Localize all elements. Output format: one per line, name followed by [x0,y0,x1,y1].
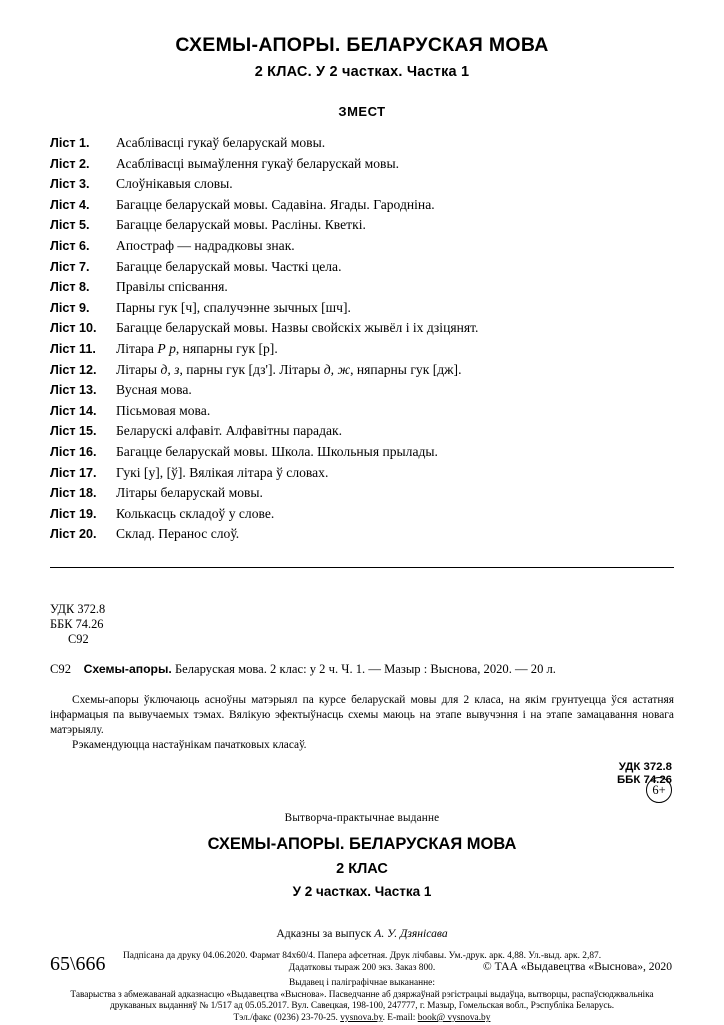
toc-entry-title: Беларускі алфавіт. Алфавітны парадак. [116,423,343,439]
publisher-label: Выдавец і паліграфічнае выкананне: [289,978,435,989]
imprint-class: 2 КЛАС [336,861,388,878]
toc-entry [50,318,672,339]
toc-entry-number: Ліст 4. [50,197,90,212]
toc-entry [50,174,672,195]
toc-entry-title: Літары д, з, парны гук [дз']. Літары д, ж, няпарны гук [дж]. [116,361,462,377]
imprint-block [0,812,724,899]
toc-entry-title: Літара Р р, няпарны гук [р]. [116,340,278,356]
toc-entry-number: Ліст 19. [50,506,97,521]
toc-entry [50,360,672,381]
print-details-line-2: Дадатковы тыраж 200 экз. Заказ 800. [288,962,436,973]
toc-entry [50,339,672,360]
title-block [0,34,724,80]
bbk-code: ББК 74.26 [50,617,104,632]
toc-entry [50,524,672,545]
toc-entry-title: Гукі [у], [ў]. Вялікая літара ў словах. [116,464,329,480]
page-footer [0,953,724,976]
author-sign: С92 [68,632,89,647]
bbk-code-repeat: ББК 74.26 [617,774,672,787]
toc-entry-title: Асаблівасці вымаўлення гукаў беларускай мовы. [116,155,400,171]
publisher-details: Таварыства з абмежаванай адказнасцю «Выдавецтва «Выснова». Пасведчанне аб дзяржаўнай рэгістрацыі выдаўца, вытворцы, распаўсюджвальніка друкаваных выданняў № 1/517 ад 05.05.2017. Вул. Савецкая, 198-100, 247777, г. Мазыр, Гомельская вобл., Рэспубліка Беларусь. [70,989,654,1012]
publication-kind: Вытворча-практычнае выданне [284,812,440,825]
toc-entry [50,257,672,278]
toc-entry [50,442,672,463]
toc-entry-title: Багацце беларускай мовы. Садавіна. Ягады. Гародніна. [116,196,435,212]
toc-entry-title: Багацце беларускай мовы. Расліны. Кветкі. [116,217,366,233]
toc-entry-title: Колькасць складоў у слове. [116,505,275,521]
toc-entry-number: Ліст 15. [50,424,97,439]
section-divider [50,567,674,568]
responsible-name: А. У. Дзянісава [374,927,448,941]
age-rating-badge: 6+ [646,777,672,803]
annotation-paragraph-2: Рэкамендуюцца настаўнікам пачатковых класаў. [72,739,307,752]
toc-heading: ЗМЕСТ [338,104,386,119]
toc-entry [50,154,672,175]
toc-entry-number: Ліст 8. [50,280,90,295]
annotation-paragraph-1: Схемы-апоры ўключаюць асноўны матэрыял па курсе беларускай мовы для 2 класа, на якім грунтуецца ўся астатняя інфармацыя па вывучаемых тэмах. Вялікую эфектыўнасць схемы маюць на этапе вывучэння і на этапе замацавання новага матэрыялу. [50,694,674,736]
toc-entry-title: Багацце беларускай мовы. Школа. Школьныя прылады. [116,443,438,459]
toc-entry-number: Ліст 11. [50,341,96,356]
toc-entry-number: Ліст 20. [50,527,97,542]
print-details-line-1: Падпісана да друку 04.06.2020. Фармат 84х60/4. Папера афсетная. Друк лічбавы. Ум.-друк. арк. 4,88. Ул.-выд. арк. 2,87. [122,951,602,962]
toc-entry [50,463,672,484]
toc-entry-title: Парны гук [ч], спалучэнне зычных [шч]. [116,299,351,315]
toc-entry-title: Багацце беларускай мовы. Часткі цела. [116,258,342,274]
annotation [50,693,674,752]
toc-entry-number: Ліст 1. [50,136,90,150]
toc-entry-number: Ліст 16. [50,444,97,459]
responsible-label: Адказны за выпуск [276,927,372,941]
udk-code: УДК 372.8 [50,601,106,616]
udk-code-repeat: УДК 372.8 [618,760,672,773]
record-sign: С92 [50,662,71,677]
toc-entry [50,133,672,154]
toc-entry [50,195,672,216]
toc-entry-title: Правілы спісвання. [116,279,228,295]
toc-entry-number: Ліст 13. [50,383,97,398]
toc-entry [50,380,672,401]
imprint-parts: У 2 частках. Частка 1 [292,884,432,900]
toc-entry-number: Ліст 14. [50,403,97,418]
publisher-contacts: Тэл./факс (0236) 23-70-25. vysnova.by. E-mail: book@ vysnova.by [233,1013,491,1024]
toc-entry-number: Ліст 18. [50,486,97,501]
folio-number: 65\666 [50,953,106,975]
toc-entry-number: Ліст 9. [50,300,90,315]
imprint-title: СХЕМЫ-АПОРЫ. БЕЛАРУСКАЯ МОВА [207,835,517,854]
toc-entry-title: Асаблівасці гукаў беларускай мовы. [116,135,326,150]
toc-entry-number: Ліст 17. [50,465,97,480]
record-details: Беларуская мова. 2 клас: у 2 ч. Ч. 1. — Мазыр : Выснова, 2020. — 20 л. [174,662,556,677]
toc-entry-title: Склад. Перанос слоў. [116,526,240,542]
toc-entry [50,504,672,525]
page-title: СХЕМЫ-АПОРЫ. БЕЛАРУСКАЯ МОВА [175,34,549,56]
toc-entry [50,483,672,504]
toc-entry [50,421,672,442]
toc-entry-title: Літары беларускай мовы. [116,485,263,501]
toc-entry [50,298,672,319]
publisher-website-link[interactable]: vysnova.by [340,1013,383,1024]
bibliographic-record [50,661,674,677]
toc-entry-number: Ліст 5. [50,218,90,233]
toc-entry-title: Вусная мова. [116,382,192,398]
copyright-notice: © ТАА «Выдавецтва «Выснова», 2020 [482,960,672,973]
toc-entry-number: Ліст 10. [50,321,97,336]
toc-entry-number: Ліст 3. [50,177,90,192]
toc-entry [50,236,672,257]
toc-entry [50,215,672,236]
responsible-editor [0,927,724,940]
toc-entry [50,277,672,298]
toc-entry-number: Ліст 12. [50,362,97,377]
table-of-contents [0,133,724,545]
library-codes-repeat [0,761,672,788]
publisher-email-link[interactable]: book@ vysnova.by [417,1013,491,1024]
toc-entry-number: Ліст 2. [50,156,90,171]
record-title: Схемы-апоры. [83,662,172,677]
toc-entry-title: Апостраф — надрадковы знак. [116,237,295,253]
toc-entry-title: Пісьмовая мова. [116,402,211,418]
toc-entry-title: Слоўнікавыя словы. [116,176,233,192]
library-codes [0,602,724,648]
toc-entry [50,401,672,422]
toc-entry-number: Ліст 6. [50,238,90,253]
toc-entry-number: Ліст 7. [50,259,90,274]
page-subtitle: 2 КЛАС. У 2 частках. Частка 1 [254,64,470,80]
toc-entry-title: Багацце беларускай мовы. Назвы свойскіх жывёл і іх дзіцянят. [116,320,479,336]
